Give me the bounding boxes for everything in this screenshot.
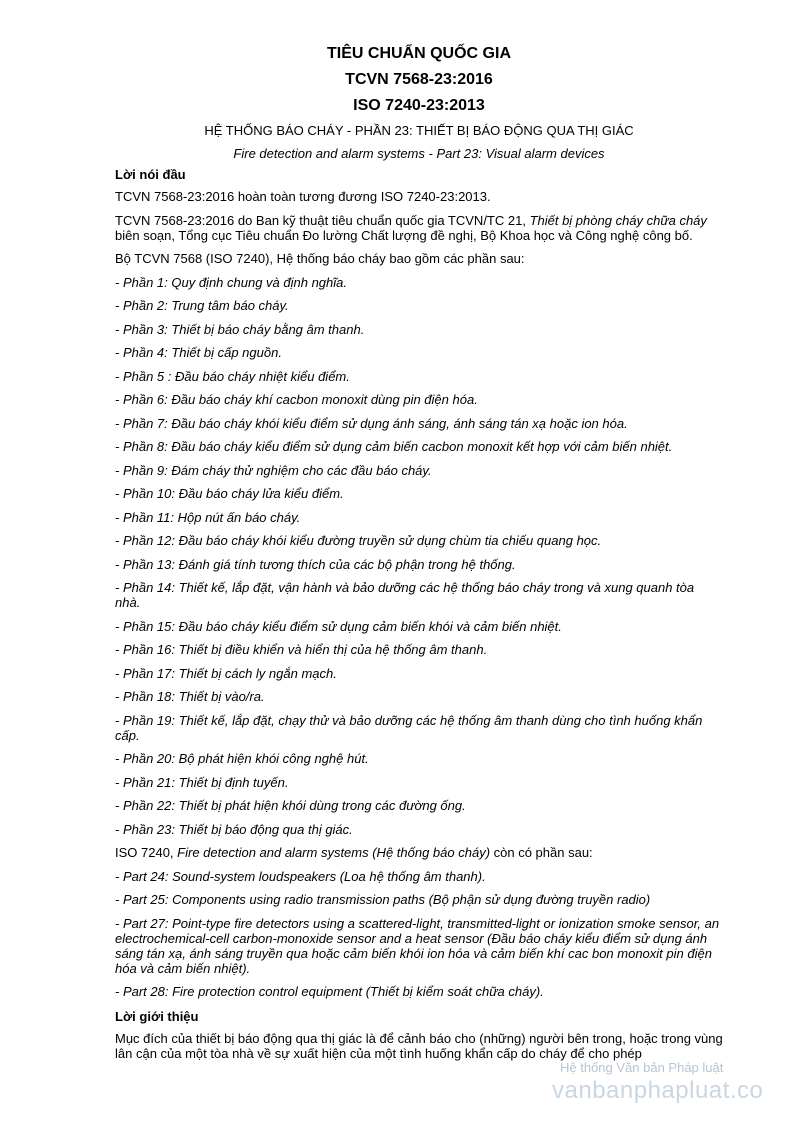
doc-subtitle-en: Fire detection and alarm systems - Part 23: Visual alarm devices: [233, 146, 605, 161]
list-item: - Phần 20: Bộ phát hiện khói công nghệ hút.: [115, 751, 369, 766]
list-item: - Phần 12: Đầu báo cháy khói kiểu đường truyền sử dụng chùm tia chiếu quang học.: [115, 533, 602, 548]
foreword-paragraph-3: Bộ TCVN 7568 (ISO 7240), Hệ thống báo cháy bao gồm các phần sau:: [115, 251, 525, 266]
watermark-site: vanbanphapluat.co: [552, 1077, 764, 1104]
doc-code-tcvn: TCVN 7568-23:2016: [345, 71, 493, 88]
list-item: - Phần 5 : Đầu báo cháy nhiệt kiểu điểm.: [115, 368, 350, 384]
list-item: - Phần 1: Quy định chung và định nghĩa.: [115, 274, 347, 290]
list-item: - Phần 17: Thiết bị cách ly ngắn mạch.: [115, 665, 337, 681]
iso-parts-list: [115, 869, 723, 1000]
list-item: - Phần 9: Đám cháy thử nghiệm cho các đầu báo cháy.: [115, 462, 432, 478]
foreword-p2-pre: TCVN 7568-23:2016 do Ban kỹ thuật tiêu chuẩn quốc gia TCVN/TC 21,: [115, 212, 530, 228]
list-item: - Phần 19: Thiết kế, lắp đặt, chạy thử và bảo dưỡng các hệ thống âm thanh dùng cho tình huống khẩn cấp.: [115, 712, 703, 743]
list-item: - Part 27: Point-type fire detectors using a scattered-light, transmitted-light or ionization smoke sensor, an electrochemical-cell carbon-monoxide sensor and a heat sensor (Đầu báo cháy kiểu điểm sử dụng ánh sáng tán xạ, ánh sáng truyền qua hoặc cảm biến khói ion hóa và cảm biến khí cac bon monoxit pin điện hóa và cảm biến nhiệt).: [115, 915, 720, 976]
list-item: - Phần 3: Thiết bị báo cháy bằng âm thanh.: [115, 321, 365, 337]
list-item: - Phần 18: Thiết bị vào/ra.: [115, 689, 265, 704]
doc-title: TIÊU CHUẨN QUỐC GIA: [327, 45, 511, 62]
foreword-paragraph-1: TCVN 7568-23:2016 hoàn toàn tương đương ISO 7240-23:2013.: [115, 189, 491, 204]
list-item: - Phần 6: Đầu báo cháy khí cacbon monoxit dùng pin điện hóa.: [115, 392, 478, 407]
list-item: - Part 28: Fire protection control equipment (Thiết bị kiểm soát chữa cháy).: [115, 984, 544, 999]
list-item: - Phần 14: Thiết kế, lắp đặt, vận hành và bảo dưỡng các hệ thống báo cháy trong và xung quanh tòa nhà.: [115, 580, 695, 610]
list-item: - Phần 16: Thiết bị điều khiển và hiển thị của hệ thống âm thanh.: [115, 642, 488, 657]
introduction-paragraph-1: Mục đích của thiết bị báo động qua thị giác là để cảnh báo cho (những) người bên trong, hoặc trong vùng lân cận của một tòa nhà về sự xuất hiện của một tình huống khẩn cấp do cháy để cho phép: [115, 1030, 723, 1061]
doc-subtitle-vi: HỆ THỐNG BÁO CHÁY - PHẦN 23: THIẾT BỊ BÁO ĐỘNG QUA THỊ GIÁC: [204, 123, 634, 138]
list-item: - Phần 7: Đầu báo cháy khói kiểu điểm sử dụng ánh sáng, ánh sáng tán xạ hoặc ion hóa.: [115, 415, 628, 431]
foreword-p2-post: biên soạn, Tổng cục Tiêu chuẩn Đo lường Chất lượng đề nghị, Bộ Khoa học và Công nghệ công bố.: [115, 227, 693, 243]
list-item: - Phần 22: Thiết bị phát hiện khói dùng trong các đường ống.: [115, 798, 466, 813]
list-item: - Phần 11: Hộp nút ấn báo cháy.: [115, 509, 301, 525]
introduction-heading: Lời giới thiệu: [115, 1008, 199, 1024]
watermark-text: Hệ thống Văn bản Pháp luật: [560, 1060, 724, 1075]
list-item: - Phần 10: Đầu báo cháy lửa kiểu điểm.: [115, 486, 344, 501]
tcvn-parts-list: [115, 275, 723, 837]
iso-paragraph: [115, 845, 723, 860]
foreword-p2-italic: Thiết bị phòng cháy chữa cháy: [529, 212, 707, 228]
document-page: [115, 44, 723, 1069]
list-item: - Part 24: Sound-system loudspeakers (Loa hệ thống âm thanh).: [115, 868, 486, 884]
iso-pre: ISO 7240,: [115, 845, 178, 860]
list-item: - Phần 4: Thiết bị cấp nguồn.: [115, 345, 282, 360]
list-item: - Part 25: Components using radio transmission paths (Bộ phận sử dụng đường truyền radio): [115, 892, 651, 907]
list-item: - Phần 2: Trung tâm báo cháy.: [115, 298, 289, 313]
iso-italic: Fire detection and alarm systems (Hệ thống báo cháy): [177, 845, 491, 860]
list-item: - Phần 21: Thiết bị định tuyến.: [115, 774, 289, 790]
foreword-paragraph-2: [115, 213, 723, 243]
doc-code-iso: ISO 7240-23:2013: [353, 97, 485, 114]
list-item: - Phần 15: Đầu báo cháy kiểu điểm sử dụng cảm biến khói và cảm biến nhiệt.: [115, 618, 562, 634]
list-item: - Phần 13: Đánh giá tính tương thích của các bộ phận trong hệ thống.: [115, 556, 516, 572]
iso-post: còn có phần sau:: [490, 845, 593, 860]
foreword-heading: Lời nói đầu: [115, 167, 186, 182]
list-item: - Phần 23: Thiết bị báo động qua thị giác.: [115, 821, 353, 837]
list-item: - Phần 8: Đầu báo cháy kiểu điểm sử dụng cảm biến cacbon monoxit kết hợp với cảm biến nhiệt.: [115, 439, 673, 454]
